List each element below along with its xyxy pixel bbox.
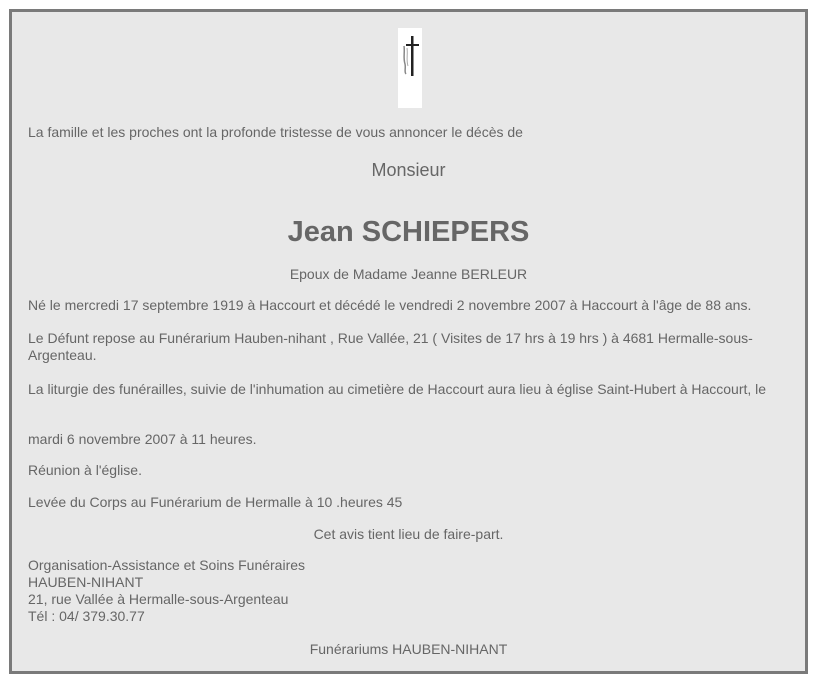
intro-text: La famille et les proches ont la profonde tristesse de vous annoncer le décès de	[28, 124, 523, 140]
liturgy-text: La liturgie des funérailles, suivie de l'inhumation au cimetière de Haccourt aura lieu à église Saint-Hubert à Haccourt, le	[28, 381, 767, 397]
meeting-text: Réunion à l'église.	[28, 462, 142, 478]
levee-text: Levée du Corps au Funérarium de Hermalle à 10 .heures 45	[28, 494, 403, 510]
organisation-address: 21, rue Vallée à Hermalle-sous-Argenteau	[28, 591, 289, 607]
title-text: Monsieur	[371, 160, 446, 180]
birth-death-text: Né le mercredi 17 septembre 1919 à Haccourt et décédé le vendredi 2 novembre 2007 à Haccourt à l'âge de 88 ans.	[28, 297, 752, 313]
organisation-line: Organisation-Assistance et Soins Funéraires	[28, 557, 306, 573]
organisation-name: HAUBEN-NIHANT	[28, 574, 144, 590]
funeral-date: mardi 6 novembre 2007 à 11 heures.	[28, 431, 257, 447]
deceased-name: Jean SCHIEPERS	[287, 216, 530, 248]
faire-part-text: Cet avis tient lieu de faire-part.	[313, 526, 504, 542]
crucifix-image	[398, 28, 422, 108]
footer-text: Funérariums HAUBEN-NIHANT	[309, 641, 508, 657]
spouse-text: Epoux de Madame Jeanne BERLEUR	[289, 266, 528, 282]
organisation-phone: Tél : 04/ 379.30.77	[28, 608, 145, 624]
obituary-card	[9, 9, 808, 674]
reposing-text: Le Défunt repose au Funérarium Hauben-nihant , Rue Vallée, 21 ( Visites de 17 hrs à 19 hrs ) à 4681 Hermalle-sous-Argenteau.	[28, 330, 753, 363]
crucifix-icon	[398, 28, 422, 108]
